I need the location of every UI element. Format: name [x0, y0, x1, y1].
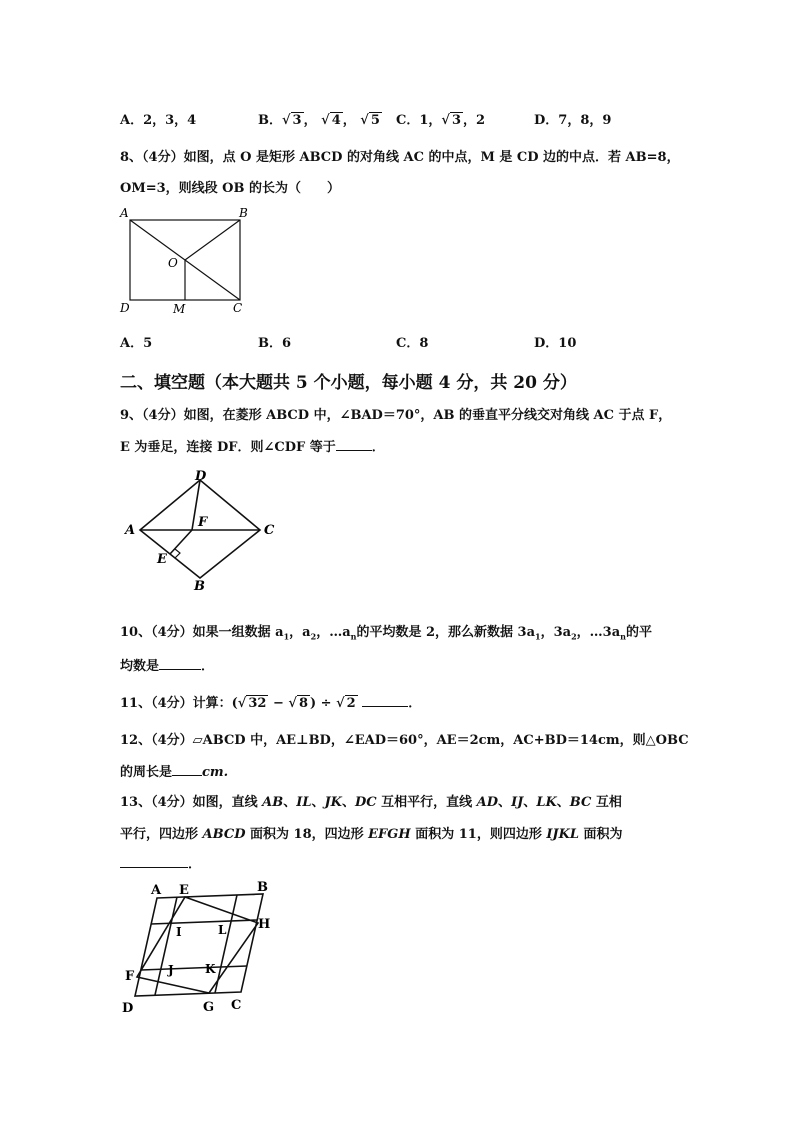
label-b: B [194, 579, 205, 594]
label-h: H [258, 917, 271, 932]
q7-option-a: A．2，3，4 [120, 113, 197, 128]
q13-jk: JK [324, 795, 342, 810]
q10-text: 的平 [625, 625, 652, 640]
q13-il: IL [296, 795, 312, 810]
q13-text: 13、（4分）如图，直线 [120, 795, 263, 810]
q13-end: ． [188, 857, 202, 872]
label-k: K [205, 962, 216, 976]
q13-text: 面积为 18，四边形 [245, 827, 369, 842]
sqrt-32: √ 32 [237, 696, 267, 711]
q13-text: 面积为 11，则四边形 [410, 827, 547, 842]
sep: 、 [556, 795, 570, 810]
answer-blank [120, 855, 188, 868]
sep: 、 [341, 795, 355, 810]
q7-option-b-prefix: B． [258, 113, 282, 128]
label-c: C [231, 998, 242, 1013]
q13-ijkl: IJKL [546, 827, 580, 842]
minus: − [268, 696, 289, 711]
label-d: D [122, 1001, 134, 1016]
radicand: 32 [248, 696, 267, 711]
q9-end: ． [371, 440, 385, 455]
subscript: n [350, 631, 357, 642]
q7-option-c-prefix: C．1， [396, 113, 442, 128]
q8-option-d: D．10 [534, 336, 577, 351]
q8-option-c: C．8 [396, 336, 429, 351]
label-i: I [176, 925, 182, 939]
q12-unit: cm. [202, 765, 229, 780]
section-heading: 二、填空题（本大题共 5 个小题，每小题 4 分，共 20 分） [120, 373, 577, 393]
q13-ab: AB [262, 795, 284, 810]
q10-text: ，…3a [576, 625, 621, 640]
q11-text [120, 692, 421, 711]
q9-rhombus-figure [120, 470, 290, 595]
q13-ij: IJ [511, 795, 524, 810]
q10-text: 均数是 [120, 659, 160, 674]
q13-efgh: EFGH [368, 827, 411, 842]
sep: 、 [523, 795, 537, 810]
sqrt-8: √ 8 [288, 696, 308, 711]
q13-text-line2 [120, 823, 623, 842]
sep: 、 [311, 795, 325, 810]
q10-text: ，a [289, 625, 311, 640]
label-f: F [125, 969, 135, 984]
q13-ad: AD [476, 795, 499, 810]
label-m: M [173, 302, 186, 316]
label-a: A [120, 206, 129, 220]
label-b: B [257, 880, 268, 895]
sqrt-3: √ 3 [441, 113, 461, 128]
radicand: 5 [370, 113, 380, 128]
subscript: 2 [571, 631, 577, 642]
q13-text: 互相 [591, 795, 622, 810]
q9-text-line1: 9、（4分）如图，在菱形 ABCD 中，∠BAD＝70°，AB 的垂直平分线交对角线 AC 于点 F， [120, 408, 672, 423]
answer-blank [159, 657, 201, 670]
q8-option-b: B．6 [258, 336, 292, 351]
q8-text-line1: 8、（4分）如图，点 O 是矩形 ABCD 的对角线 AC 的中点，M 是 CD 边的中点．若 AB=8， [120, 150, 680, 165]
sep: 、 [498, 795, 512, 810]
sqrt-3: √ 3 [282, 113, 302, 128]
label-d: D [120, 301, 130, 315]
q9-text-line2 [120, 436, 385, 455]
label-o: O [168, 256, 178, 270]
radicand: 4 [331, 113, 341, 128]
q10-text: 的平均数是 2，那么新数据 3a [356, 625, 536, 640]
radicand: 8 [298, 696, 308, 711]
label-e: E [179, 883, 189, 898]
sqrt-4: √ 4 [321, 113, 341, 128]
radicand: 3 [292, 113, 302, 128]
answer-blank [362, 694, 408, 707]
comma: ， [342, 113, 356, 128]
divide: ) ÷ [309, 696, 337, 711]
radicand: 3 [451, 113, 461, 128]
label-a: A [125, 523, 136, 538]
q8-rectangle-figure [115, 205, 265, 317]
radicand: 2 [346, 696, 356, 711]
q8-option-a: A．5 [120, 336, 153, 351]
q13-text: 面积为 [579, 827, 623, 842]
label-g: G [203, 1000, 215, 1015]
q7-option-c [396, 109, 485, 128]
q13-text: 互相平行，直线 [376, 795, 477, 810]
q10-end: ． [201, 659, 215, 674]
label-a: A [151, 883, 162, 898]
subscript: 1 [535, 631, 541, 642]
label-e: E [157, 552, 167, 567]
label-f: F [198, 515, 208, 530]
q10-text: ，3a [540, 625, 572, 640]
q13-text-line3 [120, 853, 201, 872]
q11-prefix: 11、（4分）计算：( [120, 696, 238, 711]
q12-text: 的周长是 [120, 765, 173, 780]
label-d: D [195, 469, 207, 484]
q13-lk: LK [536, 795, 557, 810]
q7-option-c-suffix: ，2 [463, 113, 486, 128]
q10-text-line1 [120, 621, 652, 642]
q11-end: ． [408, 696, 422, 711]
q13-parallelogram-figure [115, 880, 285, 1020]
label-c: C [264, 523, 275, 538]
label-c: C [233, 301, 243, 315]
sqrt-5: √ 5 [360, 113, 380, 128]
comma: ， [303, 113, 317, 128]
q7-option-b [258, 109, 382, 128]
sep: 、 [283, 795, 297, 810]
q13-bc: BC [569, 795, 592, 810]
answer-blank [172, 763, 202, 776]
label-l: L [218, 923, 227, 937]
label-j: J [168, 963, 174, 977]
q7-option-d: D．7，8，9 [534, 113, 612, 128]
q12-text-line1: 12、（4分）▱ABCD 中，AE⊥BD，∠EAD＝60°，AE＝2cm，AC+BD＝14cm，则△OBC [120, 733, 689, 748]
subscript: 1 [283, 631, 290, 642]
q13-text: 平行，四边形 [120, 827, 203, 842]
q10-text: 10、（4分）如果一组数据 a [120, 625, 284, 640]
subscript: n [620, 631, 626, 642]
label-b: B [239, 206, 248, 220]
q13-dc: DC [354, 795, 377, 810]
q12-text-line2 [120, 761, 228, 780]
q9-text: E 为垂足，连接 DF．则∠CDF 等于 [120, 440, 336, 455]
q13-text-line1 [120, 791, 622, 810]
answer-blank [336, 438, 372, 451]
q10-text: ，…a [316, 625, 351, 640]
sqrt-2: √ 2 [336, 696, 356, 711]
subscript: 2 [310, 631, 317, 642]
q10-text-line2 [120, 655, 214, 674]
q8-text-line2: OM=3，则线段 OB 的长为（ ） [120, 181, 341, 196]
q13-abcd: ABCD [202, 827, 246, 842]
